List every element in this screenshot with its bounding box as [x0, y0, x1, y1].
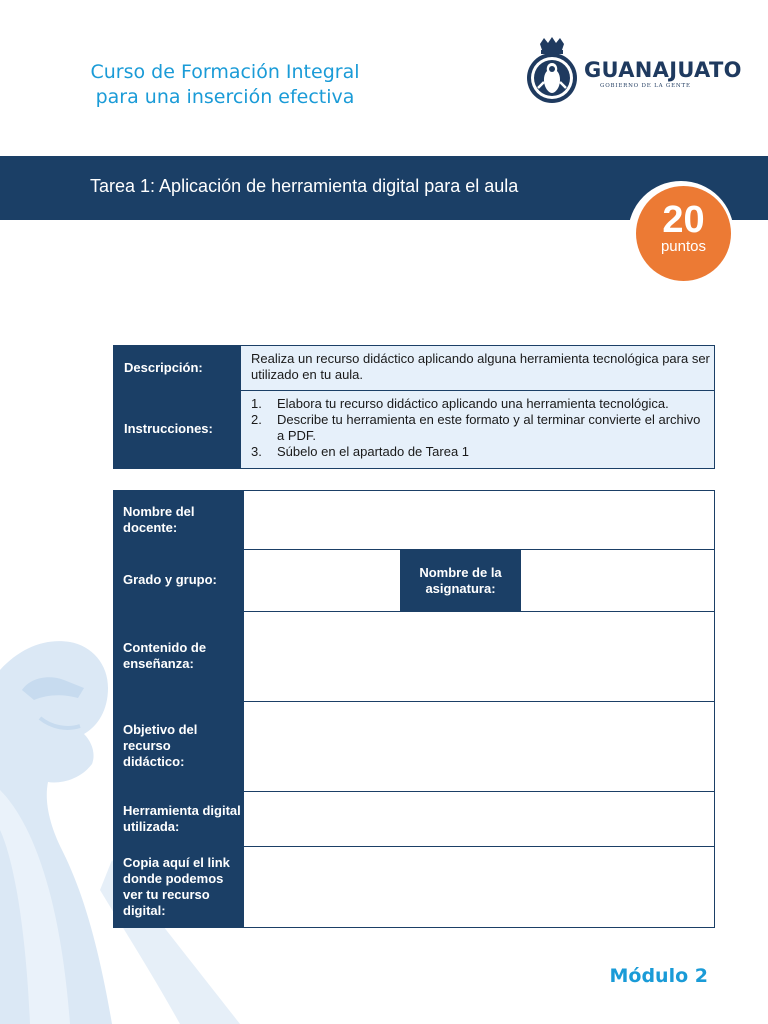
teacher-form-table [113, 490, 715, 928]
resource-link-label: Copia aquí el link donde podemos ver tu recurso digital: [123, 855, 230, 918]
row-divider [243, 611, 715, 612]
teaching-content-label: Contenido de enseñanza: [123, 640, 207, 671]
description-label: Descripción: [124, 360, 203, 375]
course-title-line-1: Curso de Formación Integral [90, 61, 360, 83]
course-title [40, 60, 410, 110]
guanajuato-logo [522, 36, 742, 106]
row-divider [243, 701, 715, 702]
list-item [251, 396, 711, 412]
points-value: 20 [662, 199, 705, 241]
list-item [251, 412, 711, 444]
list-item [251, 444, 711, 460]
grade-group-label: Grado y grupo: [123, 572, 217, 587]
row-divider [243, 846, 715, 847]
teacher-name-label: Nombre del docente: [123, 504, 195, 535]
list-item-text: Describe tu herramienta en este formato y al terminar convierte el archivo a PDF. [277, 412, 701, 443]
list-item-number: 1. [251, 396, 262, 411]
task-description-table [113, 345, 715, 469]
row-divider [243, 791, 715, 792]
list-item-text: Elabora tu recurso didáctico aplicando una herramienta tecnológica. [277, 396, 669, 411]
description-text: Realiza un recurso didáctico aplicando alguna herramienta tecnológica para ser utilizado en tu aula. [251, 351, 710, 382]
subject-name-label: Nombre de la asignatura: [419, 565, 502, 596]
list-item-text: Súbelo en el apartado de Tarea 1 [277, 444, 470, 459]
course-title-line-2: para una inserción efectiva [95, 86, 355, 108]
resource-objective-label: Objetivo del recurso didáctico: [123, 722, 198, 769]
points-label: puntos [660, 238, 707, 255]
logo-subtitle: GOBIERNO DE LA GENTE [600, 83, 691, 89]
task-title: Tarea 1: Aplicación de herramienta digital para el aula [90, 176, 519, 196]
logo-name: GUANAJUATO [584, 58, 742, 82]
list-item-number: 2. [251, 412, 262, 427]
instructions-list [251, 396, 711, 460]
instructions-label: Instrucciones: [124, 421, 213, 436]
guanajuato-seal-icon [522, 36, 582, 106]
row-divider [241, 390, 714, 391]
list-item-number: 3. [251, 444, 262, 459]
module-label: Módulo 2 [609, 965, 708, 987]
digital-tool-label: Herramienta digital utilizada: [123, 803, 241, 834]
